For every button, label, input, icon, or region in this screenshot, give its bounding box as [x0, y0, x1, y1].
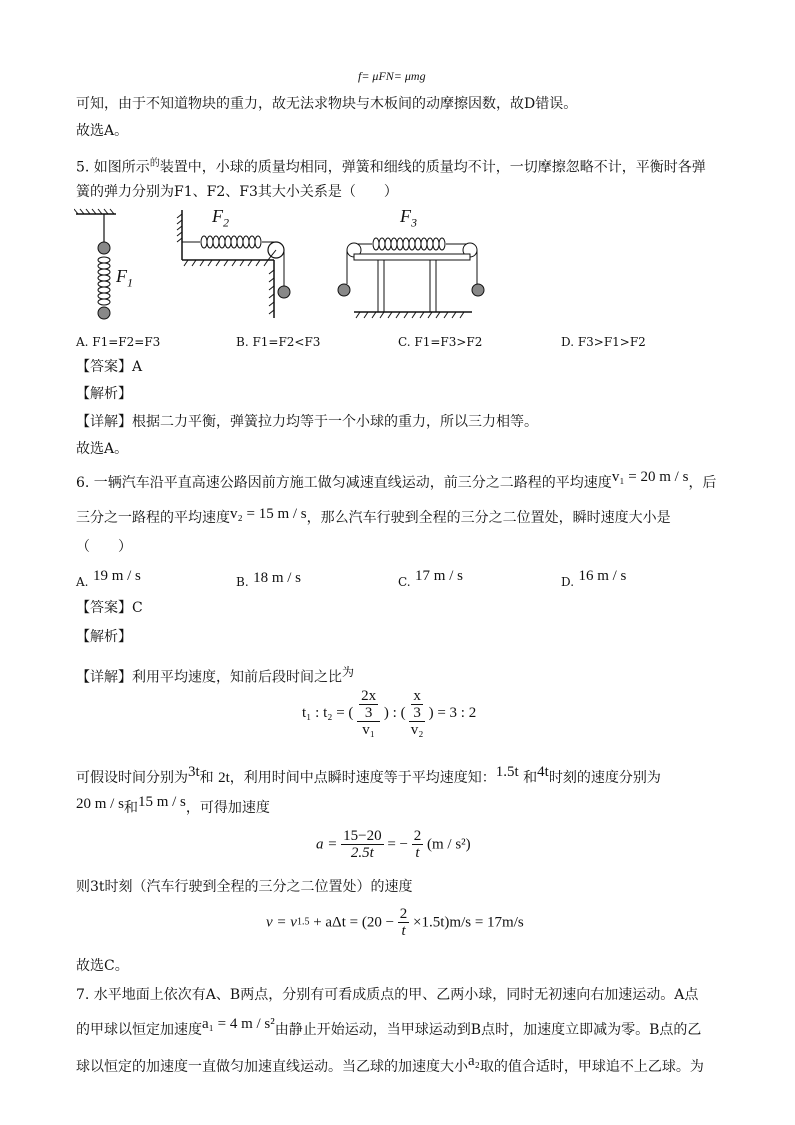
detail-text: 【详解】利用平均速度，知前后段时间之比$^为$: [76, 665, 355, 686]
top-formula: f= μFN= μmg: [358, 69, 426, 83]
option-b[interactable]: B. F1=F2<F3: [236, 335, 321, 349]
label-f1: $F_1$: [116, 266, 133, 290]
option-d[interactable]: D. 16 m / s: [561, 568, 627, 589]
question-7-line-2: 的甲球以恒定加速度a₁ = 4 m / s²由静止开始运动，当甲球运动到B点时，加速度立即减为零。B点的乙: [76, 1016, 702, 1038]
question-6-line-1: 6. 一辆汽车沿平直高速公路因前方施工做匀减速直线运动，前三分之二路程的平均速度v₁ = 20 m / s，后: [76, 469, 717, 491]
equation-time-ratio: t₁ : t₂ = ( $\frac{\frac{2x}{3}}{\text{v₁}}$ ) : ( $\frac{\frac{x}{3}}{\text{v₂}}$ ) = 3 : 2: [302, 688, 477, 738]
option-b[interactable]: B. 18 m / s: [236, 570, 302, 589]
question-7-line-3: 球以恒定的加速度一直做匀加速直线运动。当乙球的加速度大小a₂取的值合适时，甲球追不上乙球。为: [76, 1053, 704, 1075]
equation-velocity: v = v1.5 + aΔt = (20 − $\frac{2}{t}$ ×1.5t)m/s = 17m/s: [266, 906, 524, 939]
text-line: 故选A。: [76, 123, 129, 139]
equation-acceleration: a = $\frac{15-20}{2.5t}$ = − $\frac{2}{t}$ (m / s²): [316, 828, 471, 861]
answer-label: 【答案】C: [76, 600, 143, 616]
choose-text: 故选C。: [76, 958, 129, 974]
option-a[interactable]: A. 19 m / s: [76, 568, 141, 589]
velocity-3t-line: 则3t时刻（汽车行驶到全程的三分之二位置处）的速度: [76, 879, 413, 895]
assume-line-2: 20 m / s和15 m / s，可得加速度: [76, 794, 270, 816]
analysis-label: 【解析】: [76, 386, 132, 402]
analysis-label: 【解析】: [76, 629, 132, 645]
answer-label: 【答案】A: [76, 359, 143, 375]
question-6-line-2: 三分之一路程的平均速度v₂ = 15 m / s，那么汽车行驶到全程的三分之二位置处，瞬时速度大小是: [76, 506, 671, 526]
label-f2: $F_2$: [212, 206, 229, 230]
choose-text: 故选A。: [76, 441, 129, 457]
question-7-line-1: 7. 水平地面上依次有A、B两点，分别有可看成质点的甲、乙两小球，同时无初速向右加速运动。A点: [76, 987, 699, 1003]
question-5-line-2: 簧的弹力分别为F1、F2、F3其大小关系是（ ）: [76, 184, 398, 200]
option-d[interactable]: D. F3>F1>F2: [561, 335, 646, 349]
spring-figure-2: [176, 206, 306, 321]
detail-text: 【详解】根据二力平衡，弹簧拉力均等于一个小球的重力，所以三力相等。: [76, 414, 538, 430]
question-5-line-1: 5. 如图所示$^的$装置中，小球的质量均相同，弹簧和细线的质量均不计，一切摩擦忽略不计，平衡时各弹: [76, 158, 706, 176]
assume-line: 可假设时间分别为3t和 2t，利用时间中点瞬时速度等于平均速度知：1.5t 和4t时刻的速度分别为: [76, 764, 661, 786]
question-6-line-3: （ ）: [76, 539, 132, 555]
spring-figure-3: [332, 228, 492, 322]
option-a[interactable]: A. F1=F2=F3: [76, 335, 161, 349]
label-f3: $F_3$: [400, 206, 417, 230]
text-line: 可知，由于不知道物块的重力，故无法求物块与木板间的动摩擦因数，故D错误。: [76, 96, 578, 112]
option-c[interactable]: C. F1=F3>F2: [398, 335, 483, 349]
option-c[interactable]: C. 17 m / s: [398, 568, 463, 589]
